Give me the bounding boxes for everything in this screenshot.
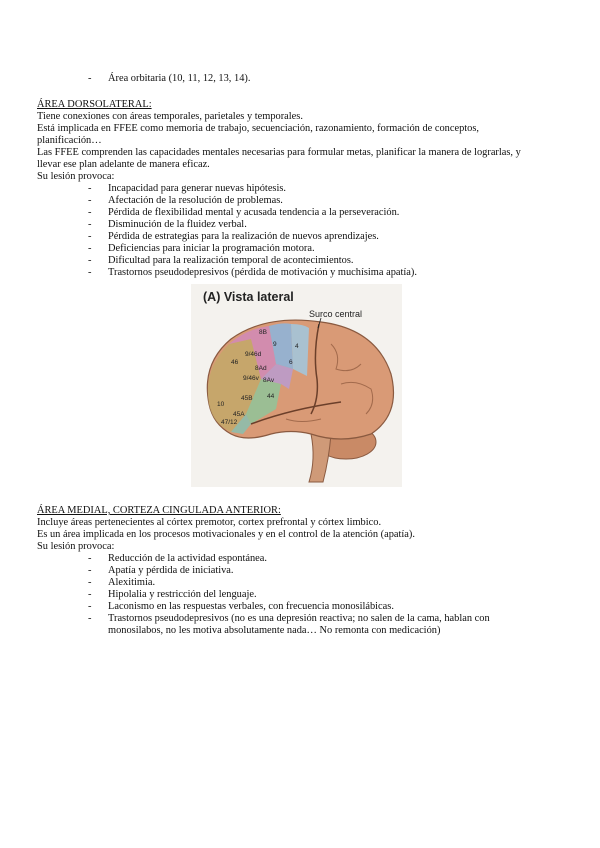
paragraph-line: Es un área implicada en los procesos motivacionales y en el control de la atención (apatía). — [37, 529, 415, 540]
bullet-dash: - — [88, 589, 92, 600]
brainstem-shape — [309, 434, 331, 482]
list-item-text: Trastornos pseudodepresivos (pérdida de motivación y muchísima apatía). — [108, 267, 417, 278]
area-number-label: 6 — [289, 359, 293, 366]
section-heading-medial: ÁREA MEDIAL, CORTEZA CINGULADA ANTERIOR: — [37, 505, 281, 516]
list-item — [88, 565, 234, 577]
paragraph-line: Las FFEE comprenden las capacidades mentales necesarias para formular metas, planificar la manera de lograrlas, y — [37, 147, 521, 158]
area-number-label: 9/46d — [245, 351, 262, 358]
paragraph-line: Está implicada en FFEE como memoria de trabajo, secuenciación, razonamiento, formación de conceptos, — [37, 123, 480, 134]
area-number-label: 8B — [259, 329, 267, 336]
area-number-label: 9/46v — [243, 375, 259, 382]
area-number-label: 44 — [267, 393, 275, 400]
area-number-label: 8Ad — [255, 365, 267, 372]
list-item-text: Trastornos pseudodepresivos (no es una depresión reactiva; no salen de la cama, hablan con — [108, 613, 490, 624]
list-item-text: Disminución de la fluidez verbal. — [108, 219, 247, 230]
list-item-text: Laconismo en las respuestas verbales, con frecuencia monosilábicas. — [108, 601, 394, 612]
bullet-dash: - — [88, 267, 92, 278]
list-item-text: Reducción de la actividad espontánea. — [108, 553, 267, 564]
bullet-dash: - — [88, 553, 92, 564]
paragraph-line: Su lesión provoca: — [37, 171, 115, 182]
section-heading-dorsolateral: ÁREA DORSOLATERAL: — [37, 99, 152, 110]
area-number-label: 46 — [231, 359, 239, 366]
area-number-label: 8Av — [263, 377, 275, 384]
bullet-dash: - — [88, 207, 92, 218]
paragraph-line: llevar ese plan adelante de manera eficaz. — [37, 159, 210, 170]
paragraph-line: Su lesión provoca: — [37, 541, 115, 552]
bullet-dash: - — [88, 243, 92, 254]
list-item — [88, 613, 490, 625]
bullet-dash: - — [88, 231, 92, 242]
list-item-text: Afectación de la resolución de problemas. — [108, 195, 283, 206]
list-item — [88, 231, 379, 243]
bullet-dash: - — [88, 255, 92, 266]
bullet-dash: - — [88, 73, 92, 84]
figure-title: (A) Vista lateral — [203, 290, 294, 304]
list-item — [88, 553, 267, 565]
list-item-text: Deficiencias para iniciar la programación motora. — [108, 243, 315, 254]
list-item — [88, 183, 286, 195]
area-number-label: 10 — [217, 401, 225, 408]
bullet-dash: - — [88, 183, 92, 194]
bullet-dash: - — [88, 219, 92, 230]
bullet-dash: - — [88, 195, 92, 206]
list-item-text: Dificultad para la realización temporal de acontecimientos. — [108, 255, 354, 266]
list-item — [88, 243, 315, 255]
area-number-label: 4 — [295, 343, 299, 350]
area-number-label: 47/12 — [221, 419, 238, 426]
list-item — [88, 577, 155, 589]
brain-lateral-figure — [191, 284, 402, 487]
list-item-text: Hipolalia y restricción del lenguaje. — [108, 589, 257, 600]
list-item-text: Pérdida de flexibilidad mental y acusada tendencia a la perseveración. — [108, 207, 400, 218]
list-item-text: Área orbitaria (10, 11, 12, 13, 14). — [108, 73, 251, 84]
list-item-text: Pérdida de estrategias para la realización de nuevos aprendizajes. — [108, 231, 379, 242]
area-number-label: 45A — [233, 411, 245, 418]
area-patch — [291, 324, 309, 376]
list-item — [88, 195, 283, 207]
list-item-text: Alexitimia. — [108, 577, 156, 588]
list-item-text: Incapacidad para generar nuevas hipótesis. — [108, 183, 287, 194]
bullet-dash: - — [88, 565, 92, 576]
paragraph-line: planificación… — [37, 135, 102, 146]
list-item — [88, 601, 394, 613]
paragraph-line: Incluye áreas pertenecientes al córtex premotor, cortex prefrontal y córtex limbico. — [37, 517, 382, 528]
paragraph-line: Tiene conexiones con áreas temporales, parietales y temporales. — [37, 111, 303, 122]
list-item — [88, 267, 417, 279]
area-number-label: 45B — [241, 395, 253, 402]
list-item-text: Apatía y pérdida de iniciativa. — [108, 565, 234, 576]
list-item — [88, 219, 247, 231]
list-item — [88, 73, 250, 85]
bullet-dash: - — [88, 613, 92, 624]
figure-label-central-sulcus: Surco central — [309, 309, 363, 319]
list-item — [88, 589, 257, 601]
brain-illustration — [191, 284, 402, 487]
list-item — [88, 207, 399, 219]
list-item — [88, 255, 354, 267]
bullet-dash: - — [88, 601, 92, 612]
area-number-label: 9 — [273, 341, 277, 348]
bullet-dash: - — [88, 577, 92, 588]
list-item-continuation: monosilabos, no les motiva absolutamente nada… No remonta con medicación) — [108, 625, 441, 636]
